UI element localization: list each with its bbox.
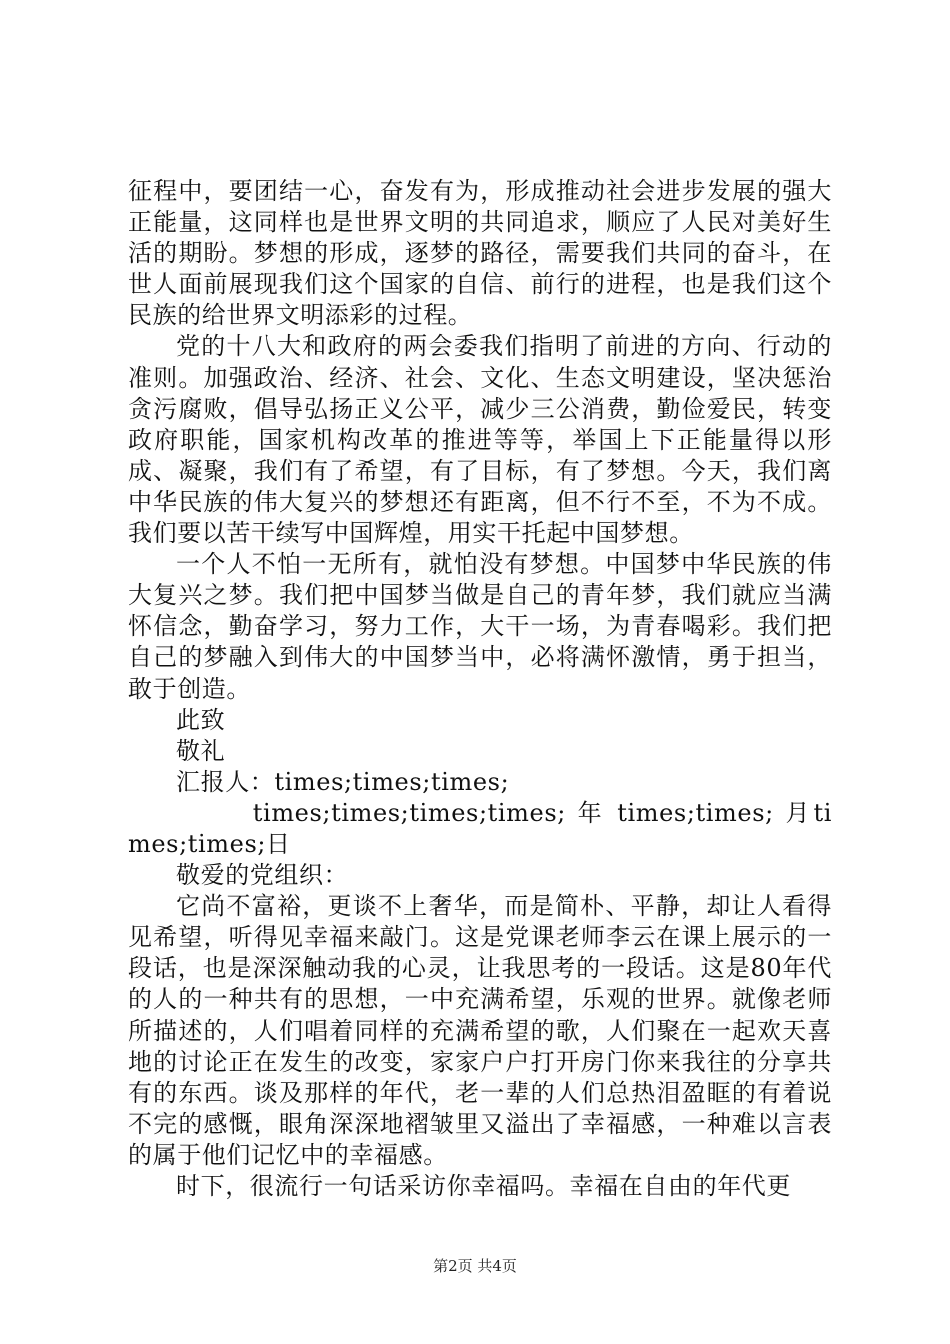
paragraph-happiness: 时下，很流行一句话采访你幸福吗。幸福在自由的年代更 — [176, 1172, 791, 1200]
document-body — [128, 176, 832, 1202]
paragraph-chinese-dream: 一个人不怕一无所有，就怕没有梦想。中国梦中华民族的伟大复兴之梦。我们把中国梦当做是自己的青年梦，我们就应当满怀信念，勤奋学习，努力工作，大干一场，为青春喝彩。我们把自己的梦融入到伟大的中国梦当中，必将满怀激情，勇于担当，敢于创造。 — [128, 550, 832, 703]
closing-salutation: 此致 — [176, 705, 226, 734]
page-number-footer: 第2页 共4页 — [433, 1257, 517, 1275]
paragraph-eighties: 它尚不富裕，更谈不上奢华，而是简朴、平静，却让人看得见希望，听得见幸福来敲门。这是党课老师李云在课上展示的一段话，也是深深触动我的心灵，让我思考的一段话。这是80年代的人的一种共有的思想，一中充满希望，乐观的世界。就像老师所描述的，人们唱着同样的充满希望的歌，人们聚在一起欢天喜地的讨论正在发生的改变，家家户户打开房门你来我往的分享共有的东西。谈及那样的年代，老一辈的人们总热泪盈眶的有着说不完的感慨，眼角深深地褶皱里又溢出了幸福感，一种难以言表的属于他们记忆中的幸福感。 — [128, 892, 832, 1169]
closing-regards: 敬礼 — [176, 736, 226, 765]
letter-greeting: 敬爱的党组织： — [176, 861, 349, 890]
reporter-line: 汇报人：times;times;times; — [176, 767, 510, 796]
paragraph-party-congress: 党的十八大和政府的两会委我们指明了前进的方向、行动的准则。加强政治、经济、社会、文化、生态文明建设，坚决惩治贪污腐败，倡导弘扬正义公平，减少三公消费，勤俭爱民，转变政府职能，国家机构改革的推进等等，举国上下正能量得以形成、凝聚，我们有了希望，有了目标，有了梦想。今天，我们离中华民族的伟大复兴的梦想还有距离，但不行不至，不为不成。我们要以苦干续写中国辉煌，用实干托起中国梦想。 — [128, 332, 832, 548]
paragraph-continuation: 征程中，要团结一心，奋发有为，形成推动社会进步发展的强大正能量，这同样也是世界文明的共同追求，顺应了人民对美好生活的期盼。梦想的形成，逐梦的路径，需要我们共同的奋斗，在世人面前展现我们这个国家的自信、前行的进程，也是我们这个民族的给世界文明添彩的过程。 — [128, 177, 832, 330]
date-line: times;times;times;times; 年 times;times; 月times;times;日 — [128, 798, 832, 858]
